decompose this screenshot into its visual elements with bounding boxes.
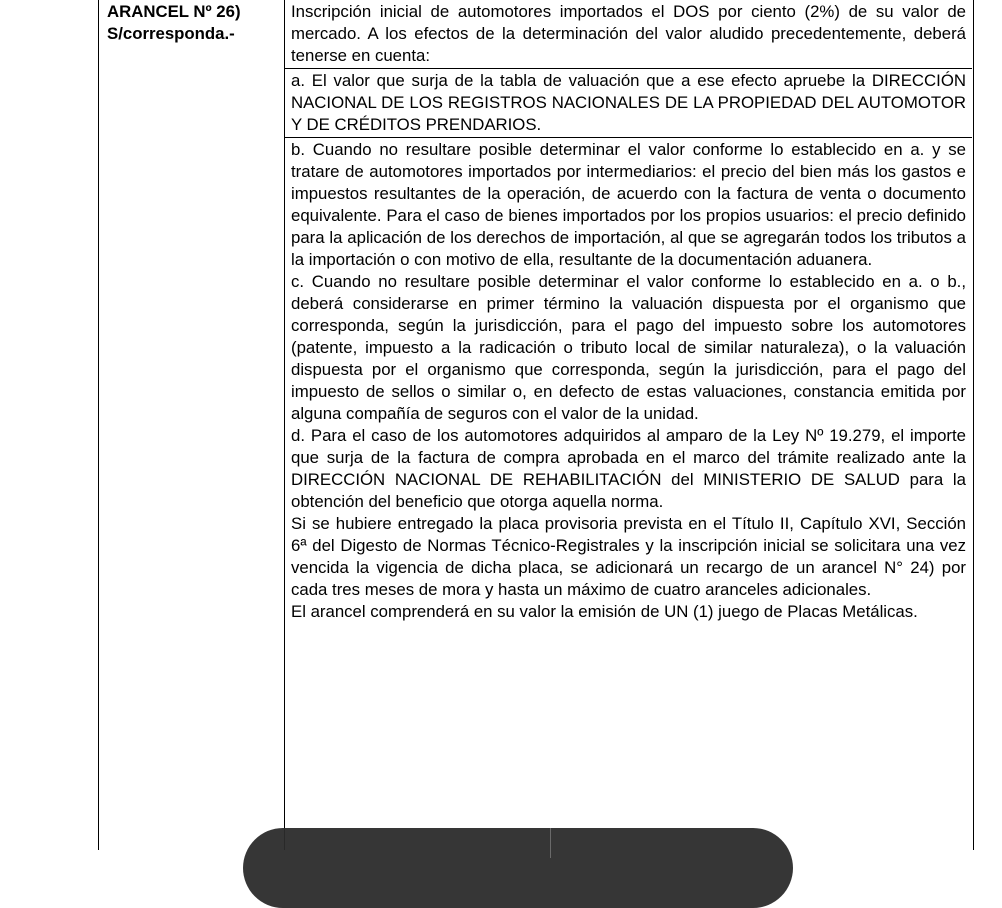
item-b-paragraph: b. Cuando no resultare posible determinar el valor conforme lo establecido en a. y se tratare de automotores importados por intermediarios: el precio del bien más los gastos e impuestos resultantes de la operación, de acuerdo con la factura de venta o documento equivalente. Para el caso de bienes importados por los propios usuarios: el precio definido para la aplicación de los derechos de importación, al que se agregarán todos los tributos a la importación o con motivo de ella, resultante de la documentación aduanera.	[291, 140, 966, 269]
intro-paragraph: Inscripción inicial de automotores importados el DOS por ciento (2%) de su valor de mercado. A los efectos de la determinación del valor aludido precedentemente, deberá tenerse en cuenta:	[291, 2, 966, 65]
arancel-table	[98, 0, 974, 850]
arancel-code-cell	[99, 0, 285, 850]
arancel-code-line2: S/corresponda.-	[107, 24, 235, 43]
arancel-description-cell	[285, 0, 972, 850]
placa-paragraph: Si se hubiere entregado la placa provisoria prevista en el Título II, Capítulo XVI, Sección 6ª del Digesto de Normas Técnico-Registrales y la inscripción inicial se solicitara una vez vencida la vigencia de dicha placa, se adicionará un recargo de un arancel N° 24) por cada tres meses de mora y hasta un máximo de cuatro aranceles adicionales.	[291, 514, 966, 599]
row-separator	[285, 137, 972, 138]
item-a-paragraph: a. El valor que surja de la tabla de valuación que a ese efecto apruebe la DIRECCIÓN NACIONAL DE LOS REGISTROS NACIONALES DE LA PROPIEDAD DEL AUTOMOTOR Y DE CRÉDITOS PRENDARIOS.	[291, 71, 966, 134]
viewer-toolbar-overlay[interactable]	[243, 828, 793, 908]
item-c-paragraph: c. Cuando no resultare posible determinar el valor conforme lo establecido en a. o b., deberá considerarse en primer término la valuación dispuesta por el organismo que corresponda, según la jurisdicción, para el pago del impuesto sobre los automotores (patente, impuesto a la radicación o tributo local de similar naturaleza), o la valuación dispuesta por el organismo que corresponda, según la jurisdicción, para el pago del impuesto de sellos o similar o, en defecto de estas valuaciones, constancia emitida por alguna compañía de seguros con el valor de la unidad.	[291, 272, 966, 423]
emision-paragraph: El arancel comprenderá en su valor la emisión de UN (1) juego de Placas Metálicas.	[291, 602, 918, 621]
row-separator	[285, 68, 972, 69]
toolbar-divider	[550, 828, 551, 858]
arancel-code-line1: ARANCEL Nº 26)	[107, 2, 241, 21]
item-d-paragraph: d. Para el caso de los automotores adquiridos al amparo de la Ley Nº 19.279, el importe que surja de la factura de compra aprobada en el marco del trámite realizado ante la DIRECCIÓN NACIONAL DE REHABILITACIÓN del MINISTERIO DE SALUD para la obtención del beneficio que otorga aquella norma.	[291, 426, 966, 511]
